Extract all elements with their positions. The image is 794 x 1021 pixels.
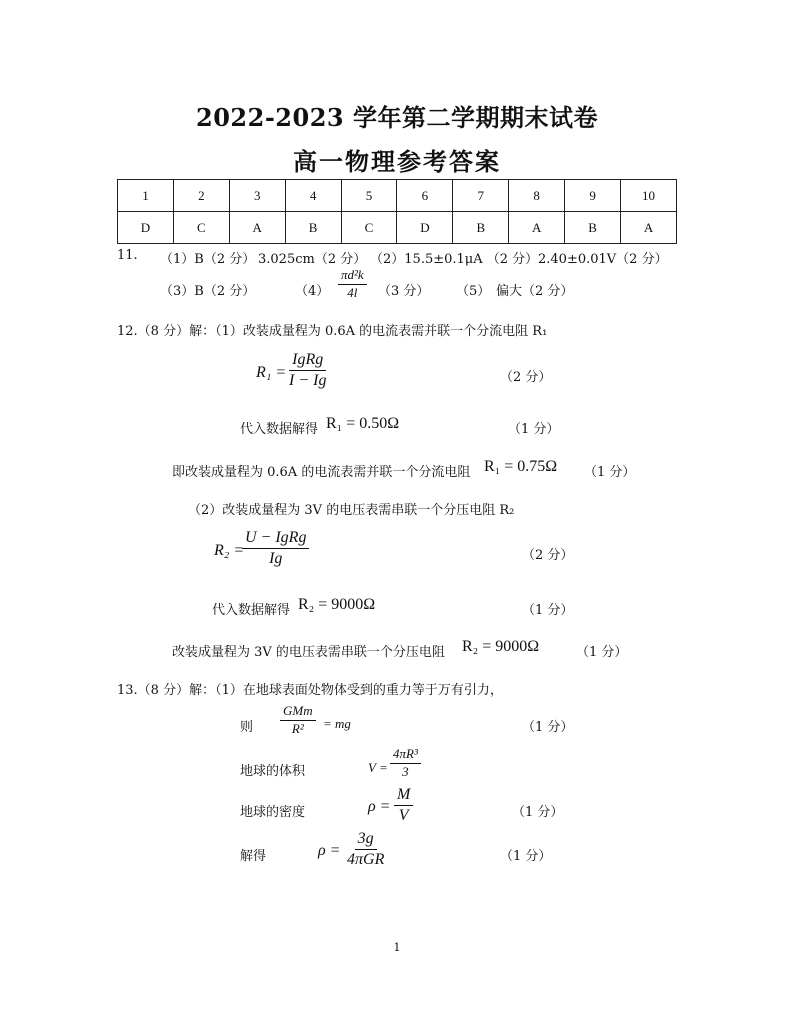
answer-cell: A (509, 212, 565, 244)
answer-cell: C (173, 212, 229, 244)
q12-r1-text: 代入数据解得 (240, 422, 319, 437)
q12-r1-value: R₁ = 0.50Ω (326, 415, 400, 432)
q12-c1-value: R₁ = 0.75Ω (484, 458, 558, 475)
fraction-denominator: 4l (347, 284, 358, 300)
q13-e4-lhs: ρ = (318, 842, 341, 859)
fraction-numerator: πd²k (338, 268, 367, 285)
page-number: 1 (393, 941, 401, 954)
q13-e3-lhs: ρ = (368, 798, 391, 815)
question-number-cell: 4 (285, 180, 341, 212)
q12-f2-score: （2 分） (522, 548, 574, 563)
q12-f1-score: （2 分） (500, 370, 552, 385)
answer-cell: D (397, 212, 453, 244)
q11-part1: （1）B（2 分） (160, 252, 256, 267)
q12-c1-score: （1 分） (584, 465, 636, 480)
q12-r2-value: R₂ = 9000Ω (298, 596, 376, 613)
question-number-cell: 8 (509, 180, 565, 212)
question-number-cell: 10 (621, 180, 677, 212)
q13-e2-lhs: V = (368, 760, 388, 775)
question-number-cell: 9 (565, 180, 621, 212)
q12-part2-intro: （2）改装成量程为 3V 的电压表需串联一个分压电阻 R₂ (188, 503, 515, 518)
answer-table-answer-row (118, 212, 677, 244)
question-number-cell: 5 (341, 180, 397, 212)
q13-e3-score: （1 分） (512, 805, 564, 820)
q13-intro: 13.（8 分）解：（1）在地球表面处物体受到的重力等于万有引力， (117, 683, 503, 698)
q13-e1-score: （1 分） (522, 720, 574, 735)
q13-e2-fraction (390, 747, 421, 780)
answer-cell: A (621, 212, 677, 244)
q11-part3: （3）B（2 分） (160, 284, 256, 299)
q13-e4-label: 解得 (240, 849, 267, 864)
q13-e2-label: 地球的体积 (240, 764, 306, 779)
question-number-cell: 1 (118, 180, 174, 212)
q11-part5: 偏大（2 分） (496, 284, 574, 299)
question-number-cell: 2 (173, 180, 229, 212)
question-number-cell: 7 (453, 180, 509, 212)
answer-table (117, 179, 677, 244)
q11-label: 11. (117, 248, 138, 263)
q12-c2-value: R₂ = 9000Ω (462, 638, 540, 655)
fraction-denominator: Ig (269, 550, 283, 568)
q12-c2-text: 改装成量程为 3V 的电压表需串联一个分压电阻 (172, 645, 445, 660)
q12-f2-lhs: R₂ = (214, 542, 245, 559)
fraction-numerator: U − IgRg (242, 529, 309, 549)
fraction-numerator: 4πR³ (390, 747, 421, 764)
q11-part5-label: （5） (456, 284, 491, 299)
q12-r1-score: （1 分） (508, 422, 560, 437)
q12-f1-lhs: R₁ = (256, 364, 287, 381)
q13-e4-score: （1 分） (500, 849, 552, 864)
q13-e3-fraction (394, 786, 413, 826)
answer-cell: C (341, 212, 397, 244)
fraction-denominator: 4πGR (347, 851, 385, 869)
q12-f2-fraction (242, 529, 309, 569)
question-number-cell: 6 (397, 180, 453, 212)
q13-e1-rhs: = mg (323, 716, 351, 731)
q12-r2-score: （1 分） (522, 603, 574, 618)
fraction-numerator: M (394, 786, 413, 806)
q11-part2b: 2.40±0.01V（2 分） (538, 252, 668, 267)
answer-cell: B (285, 212, 341, 244)
answer-cell: B (453, 212, 509, 244)
q11-part1b: 3.025cm（2 分） (258, 252, 367, 267)
q13-e3-label: 地球的密度 (240, 805, 306, 820)
q12-f1-fraction (286, 351, 329, 391)
answer-cell: D (118, 212, 174, 244)
q13-e4-fraction (344, 830, 387, 870)
q11-part2: （2）15.5±0.1μA （2 分） (370, 252, 539, 267)
question-number-cell: 3 (229, 180, 285, 212)
q12-c1-text: 即改装成量程为 0.6A 的电流表需并联一个分流电阻 (172, 465, 471, 480)
answer-cell: B (565, 212, 621, 244)
q12-intro: 12.（8 分）解：（1）改装成量程为 0.6A 的电流表需并联一个分流电阻 R₁ (117, 324, 548, 339)
q11-part4-formula (338, 268, 367, 301)
fraction-denominator: V (398, 807, 409, 825)
answer-table-number-row (118, 180, 677, 212)
q12-c2-score: （1 分） (576, 645, 628, 660)
q12-r2-text: 代入数据解得 (212, 603, 291, 618)
q11-part4-label: （4） (295, 284, 330, 299)
fraction-numerator: GMm (280, 704, 316, 721)
q13-e1-fraction (280, 704, 316, 737)
fraction-denominator: I − Ig (289, 372, 327, 390)
fraction-numerator: IgRg (289, 351, 326, 371)
answer-cell: A (229, 212, 285, 244)
exam-subtitle: 高一物理参考答案 (293, 147, 501, 176)
exam-title: 2022-2023 学年第二学期期末试卷 (196, 103, 598, 132)
fraction-numerator: 3g (355, 830, 377, 850)
fraction-denominator: 3 (402, 763, 409, 779)
q11-part4-score: （3 分） (378, 284, 430, 299)
fraction-denominator: R² (291, 720, 304, 736)
q13-e1-label: 则 (240, 720, 254, 735)
